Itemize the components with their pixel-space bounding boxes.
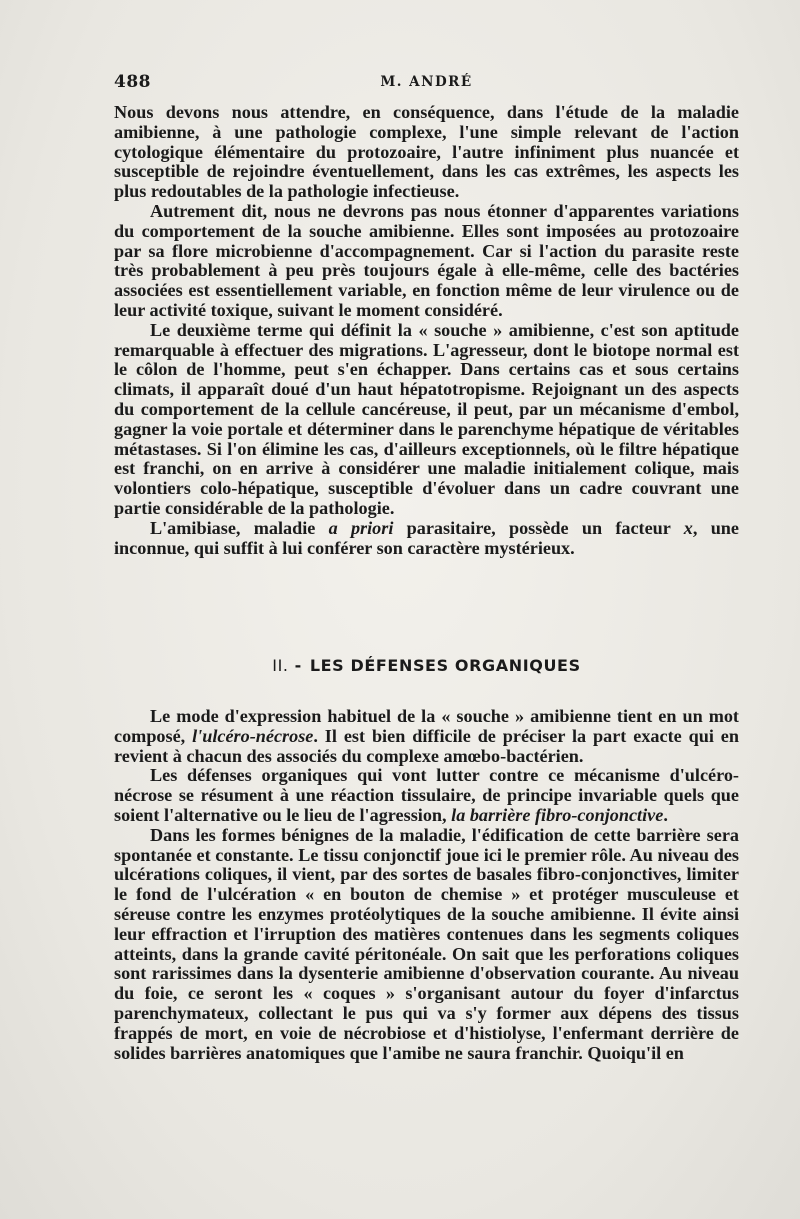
text-run: .	[663, 804, 668, 825]
paragraph	[114, 826, 739, 1064]
paragraph	[114, 707, 739, 766]
text-run: Autrement dit, nous ne devrons pas nous étonner d'apparentes variations du comportement de la souche amibienne. Elles sont imposées au protozoaire par sa flore microbienne d'accompagnement. Car si l'action du parasite reste très probablement à peu près toujours égale à elle-même, celle des bactéries associées est essentiellement variable, en fonction même de leur virulence ou de leur activité toxique, suivant le moment considéré.	[114, 200, 739, 320]
section-title: LES DÉFENSES ORGANIQUES	[309, 656, 581, 675]
italic-text-run: x	[683, 517, 693, 538]
text-run: , une inconnue, qui suffit à lui conférer son caractère mystérieux.	[114, 517, 739, 558]
section-number: II.	[272, 656, 289, 675]
text-run: Dans les formes bénignes de la maladie, l'édification de cette barrière sera spontanée et constante. Le tissu conjonctif joue ici le premier rôle. Au niveau des ulcérations coliques, il vient, par des sortes de basales fibro-conjonctives, limiter le fond de l'ulcération « en bouton de chemise » et protéger musculeuse et séreuse contre les enzymes protéolytiques de la souche amibienne. Il évite ainsi leur effraction et l'irruption des matières contenues dans les segments coliques atteints, dans la grande cavité péritonéale. On sait que les perforations coliques sont rarissimes dans la dysenterie amibienne d'observation courante. Au niveau du foie, ce seront les « coques » s'organisant autour du foyer d'infarctus parenchymateux, collectant le pus qui va s'y former aux dépens des tissus frappés de mort, en voie de nécrobiose et d'histiolyse, l'enfermant derrière de solides barrières anatomiques que l'amibe ne saura franchir. Quoiqu'il en	[114, 824, 739, 1063]
text-run: Le deuxième terme qui définit la « souche » amibienne, c'est son aptitude remarquable à effectuer des migrations. L'agresseur, dont le biotope normal est le côlon de l'homme, peut s'en échapper. Dans certains cas et sous certains climats, il apparaît doué d'un haut hépatotropisme. Rejoignant un des aspects du comportement de la cellule cancéreuse, il peut, par un mécanisme d'embol, gagner la voie portale et déterminer dans le parenchyme hépatique de véritables métastases. Si l'on élimine les cas, d'ailleurs exceptionnels, où le filtre hépatique est franchi, on en arrive à considérer une maladie initialement colique, mais volontiers colo-hépatique, susceptible d'évoluer dans un cadre couvrant une partie considérable de la pathologie.	[114, 319, 739, 518]
section-heading	[114, 656, 739, 675]
paragraph	[114, 202, 739, 321]
page-header	[114, 72, 739, 96]
body-text-section-2	[114, 707, 739, 1063]
text-run: Les défenses organiques qui vont lutter contre ce mécanisme d'ulcéro-nécrose se résument à une réaction tissulaire, de principe invariable quels que soient l'alternative ou le lieu de l'agression,	[114, 765, 739, 825]
text-run: parasitaire, possède un facteur	[393, 517, 684, 538]
running-head: M. ANDRÉ	[380, 74, 473, 90]
paragraph	[114, 103, 739, 202]
paragraph	[114, 766, 739, 825]
text-run: Le mode d'expression habituel de la « souche » amibienne tient en un mot composé,	[114, 706, 739, 746]
body-text-section-1	[114, 103, 739, 558]
italic-text-run: la barrière fibro-conjonctive	[451, 804, 664, 825]
page-number: 488	[114, 72, 151, 92]
text-run: L'amibiase, maladie	[150, 517, 329, 538]
paragraph	[114, 519, 739, 559]
paragraph	[114, 321, 739, 519]
italic-text-run: l'ulcéro-nécrose	[192, 725, 314, 746]
italic-text-run: a priori	[328, 517, 394, 538]
section-dash: -	[294, 656, 302, 675]
text-run: . Il est bien difficile de préciser la part exacte qui en revient à chacun des associés du complexe amœbo-bactérien.	[114, 725, 739, 766]
text-run: Nous devons nous attendre, en conséquence, dans l'étude de la maladie amibienne, à une pathologie complexe, l'une simple relevant de l'action cytologique élémentaire du protozoaire, l'autre infiniment plus nuancée et susceptible de rejoindre éventuellement, dans les cas extrêmes, les aspects les plus redoutables de la pathologie infectieuse.	[114, 102, 739, 202]
